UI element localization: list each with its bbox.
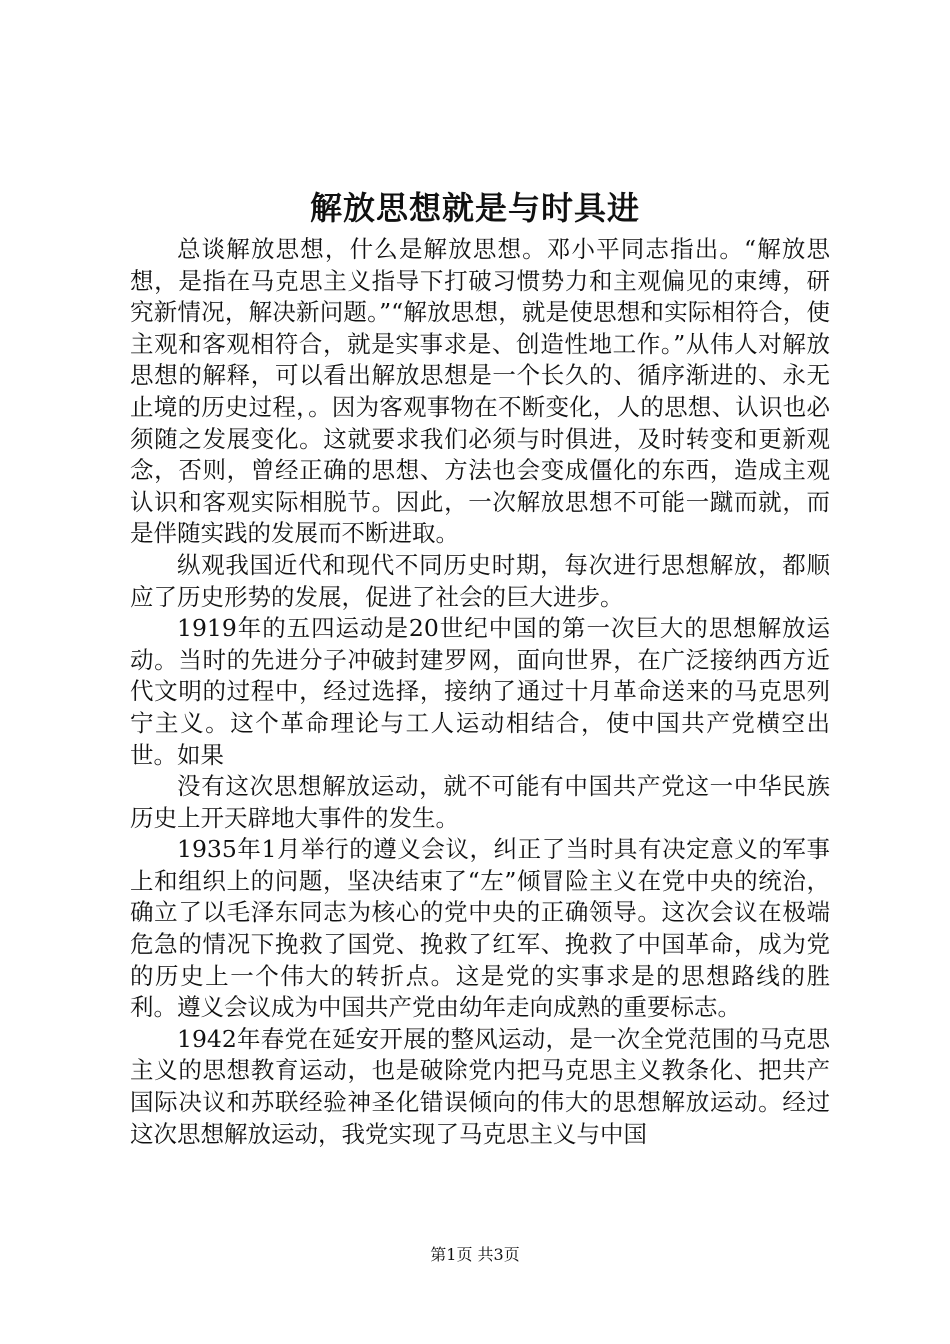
- page-number-footer: 第1页 共3页: [430, 1245, 520, 1264]
- paragraph: 1942年春党在延安开展的整风运动，是一次全党范围的马克思主义的思想教育运动，也是破除党内把马克思主义教条化、把共产国际决议和苏联经验神圣化错误倾向的伟大的思想解放运动。经过这次思想解放运动，我党实现了马克思主义与中国: [130, 1024, 830, 1148]
- paragraph: 1935年1月举行的遵义会议，纠正了当时具有决定意义的军事上和组织上的问题，坚决结束了“左”倾冒险主义在党中央的统治，确立了以毛泽东同志为核心的党中央的正确领导。这次会议在极端危急的情况下挽救了国党、挽救了红军、挽救了中国革命，成为党的历史上一个伟大的转折点。这是党的实事求是的思想路线的胜利。遵义会议成为中国共产党由幼年走向成熟的重要标志。: [130, 835, 830, 1022]
- document-body: [130, 234, 830, 1150]
- paragraph: 1919年的五四运动是20世纪中国的第一次巨大的思想解放运动。当时的先进分子冲破封建罗网，面向世界，在广泛接纳西方近代文明的过程中，经过选择，接纳了通过十月革命送来的马克思列宁主义。这个革命理论与工人运动相结合，使中国共产党横空出世。如果: [130, 614, 830, 769]
- paragraph: 总谈解放思想，什么是解放思想。邓小平同志指出。“解放思想，是指在马克思主义指导下打破习惯势力和主观偏见的束缚，研究新情况，解决新问题。”“解放思想，就是使思想和实际相符合，使主观和客观相符合，就是实事求是、创造性地工作。”从伟人对解放思想的解释，可以看出解放思想是一个长久的、循序渐进的、永无止境的历史过程，。因为客观事物在不断变化，人的思想、认识也必须随之发展变化。这就要求我们必须与时俱进，及时转变和更新观念，否则，曾经正确的思想、方法也会变成僵化的东西，造成主观认识和客观实际相脱节。因此，一次解放思想不可能一蹴而就，而是伴随实践的发展而不断进取。: [130, 235, 830, 548]
- paragraph: 没有这次思想解放运动，就不可能有中国共产党这一中华民族历史上开天辟地大事件的发生。: [130, 772, 830, 832]
- document-title: 解放思想就是与时具进: [309, 189, 640, 227]
- paragraph: 纵观我国近代和现代不同历史时期，每次进行思想解放，都顺应了历史形势的发展，促进了社会的巨大进步。: [130, 550, 830, 611]
